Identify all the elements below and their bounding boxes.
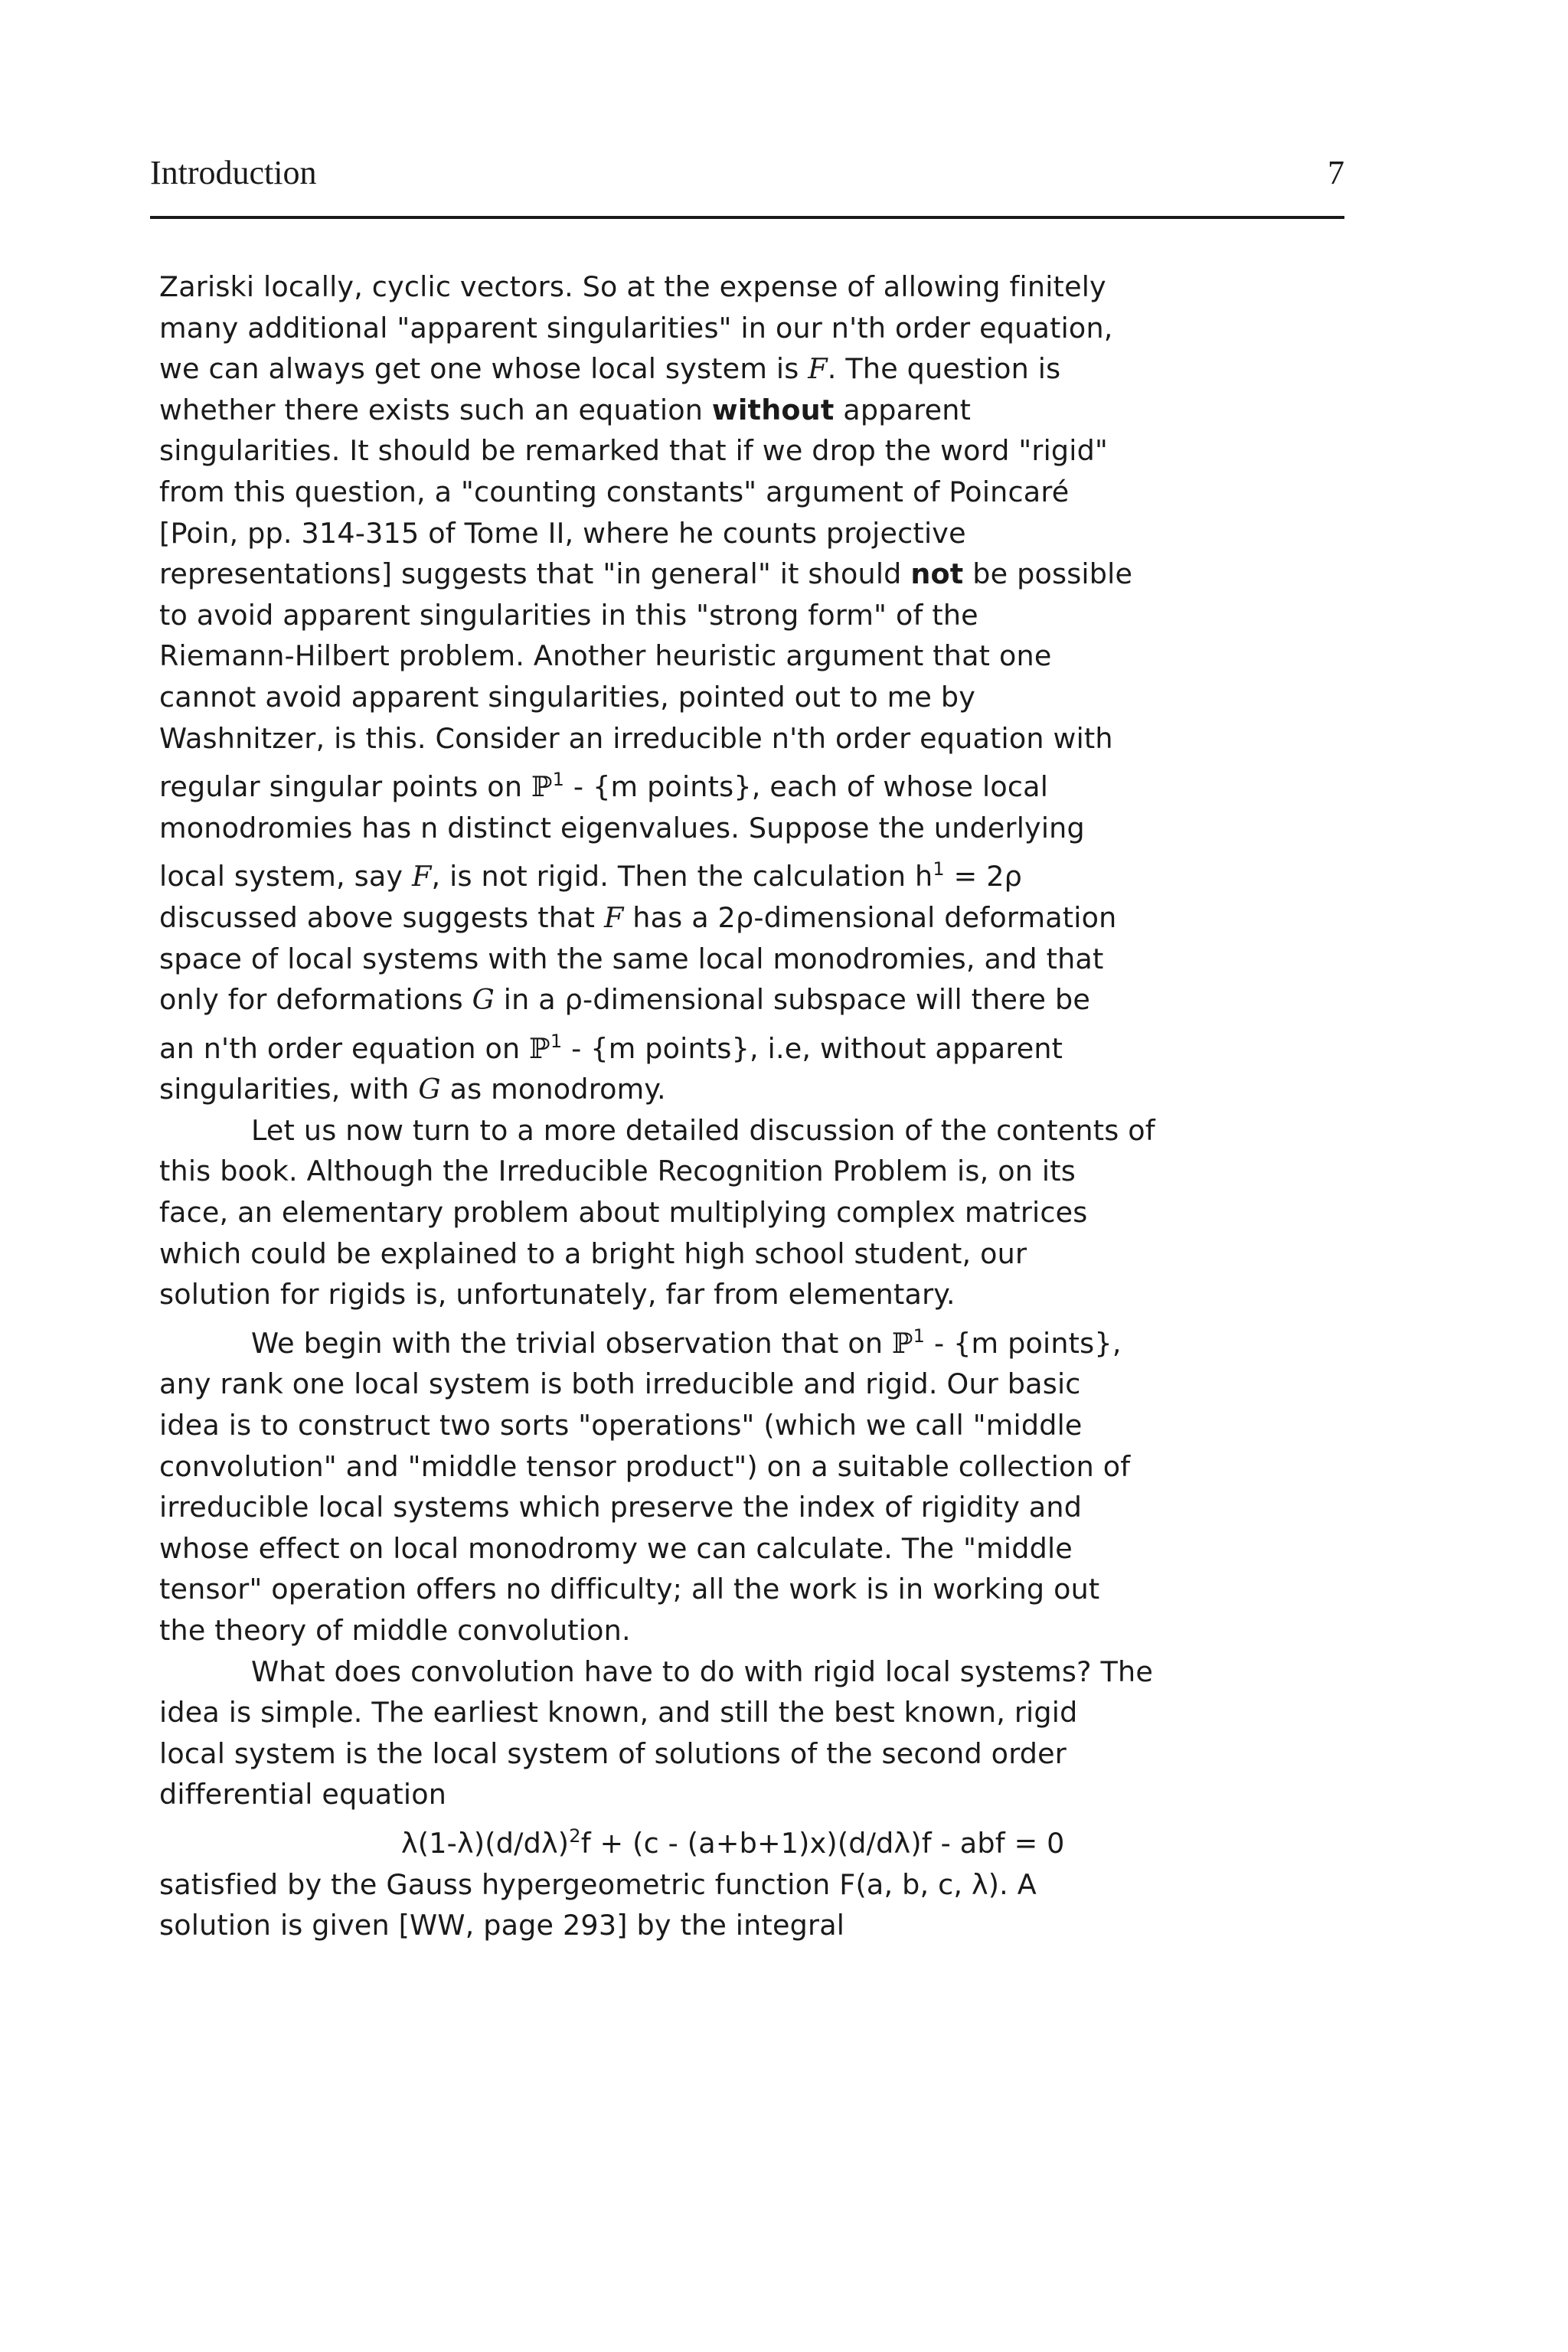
- paragraph-start: We begin with the trivial observation that on ℙ$^1$ - {m points},: [251, 1325, 1122, 1360]
- text-line: discussed above suggests that F has a 2ρ-dimensional deformation: [159, 900, 1117, 934]
- script-f-symbol: F: [412, 860, 432, 893]
- script-g-symbol: G: [418, 1073, 441, 1106]
- paragraph-start: Let us now turn to a more detailed discussion of the contents of: [251, 1113, 1155, 1147]
- text-line: convolution" and "middle tensor product") on a suitable collection of: [159, 1449, 1131, 1483]
- text-line: whose effect on local monodromy we can calculate. The "middle: [159, 1531, 1073, 1565]
- text-line: idea is simple. The earliest known, and still the best known, rigid: [159, 1696, 1078, 1730]
- text-line: monodromies has n distinct eigenvalues. Suppose the underlying: [159, 811, 1085, 844]
- text-line: face, an elementary problem about multiplying complex matrices: [159, 1196, 1088, 1230]
- text-line: Washnitzer, is this. Consider an irreducible n'th order equation with: [159, 721, 1113, 755]
- text-line: regular singular points on ℙ$^1$ - {m points}, each of whose local: [159, 769, 1049, 804]
- text-line: which could be explained to a bright high school student, our: [159, 1236, 1027, 1270]
- text-line: [Poin, pp. 314-315 of Tome II, where he counts projective: [159, 516, 966, 550]
- chapter-title: Introduction: [150, 154, 317, 191]
- text-line: singularities, with G as monodromy.: [159, 1073, 666, 1106]
- text-line: solution for rigids is, unfortunately, far from elementary.: [159, 1278, 956, 1312]
- projective-line-symbol: ℙ: [892, 1326, 913, 1360]
- script-g-symbol: G: [472, 983, 495, 1017]
- text-line: we can always get one whose local system is F. The question is: [159, 352, 1061, 386]
- text-line: differential equation: [159, 1778, 447, 1811]
- projective-line-symbol: ℙ: [529, 1031, 550, 1065]
- emphasis-not: not: [910, 557, 964, 591]
- text-line: this book. Although the Irreducible Recognition Problem is, on its: [159, 1155, 1076, 1188]
- text-line: only for deformations G in a ρ-dimensional subspace will there be: [159, 983, 1091, 1017]
- page-number: 7: [1328, 154, 1344, 191]
- text-line: satisfied by the Gauss hypergeometric function F(a, b, c, λ). A: [159, 1867, 1037, 1901]
- text-line: singularities. It should be remarked that if we drop the word "rigid": [159, 434, 1108, 468]
- text-line: any rank one local system is both irreducible and rigid. Our basic: [159, 1367, 1081, 1401]
- text-line: to avoid apparent singularities in this "strong form" of the: [159, 598, 978, 632]
- text-line: solution is given [WW, page 293] by the integral: [159, 1909, 845, 1942]
- running-head: [150, 153, 1344, 199]
- header-rule: [150, 216, 1344, 219]
- text-line: cannot avoid apparent singularities, pointed out to me by: [159, 680, 976, 714]
- text-line: Zariski locally, cyclic vectors. So at the expense of allowing finitely: [159, 270, 1106, 303]
- text-line: representations] suggests that "in general" it should not be possible: [159, 557, 1133, 591]
- hypergeometric-equation: $\lambda(1-\lambda)(d/d\lambda)^2f + (c - (a+b+1)x)(d/d\lambda)f$ - abf = 0: [401, 1824, 1065, 1860]
- script-f-symbol: F: [603, 900, 624, 934]
- paragraph-start: What does convolution have to do with rigid local systems? The: [251, 1655, 1153, 1688]
- emphasis-without: without: [711, 393, 835, 426]
- text-line: an n'th order equation on ℙ$^1$ - {m points}, i.e, without apparent: [159, 1030, 1063, 1065]
- text-line: from this question, a "counting constants" argument of Poincaré: [159, 475, 1070, 508]
- text-line: local system, say F, is not rigid. Then the calculation $h^1 = 2\rho$: [159, 858, 1023, 893]
- text-line: local system is the local system of solutions of the second order: [159, 1736, 1067, 1770]
- body-text: [159, 266, 1369, 1946]
- script-f-symbol: F: [808, 352, 828, 386]
- text-line: idea is to construct two sorts "operations" (which we call "middle: [159, 1409, 1083, 1442]
- text-line: irreducible local systems which preserve the index of rigidity and: [159, 1491, 1083, 1524]
- text-line: whether there exists such an equation without apparent: [159, 393, 972, 426]
- projective-line-symbol: ℙ: [531, 770, 553, 804]
- text-line: many additional "apparent singularities" in our n'th order equation,: [159, 311, 1113, 345]
- text-line: the theory of middle convolution.: [159, 1614, 631, 1647]
- text-line: tensor" operation offers no difficulty; all the work is in working out: [159, 1573, 1100, 1606]
- text-line: space of local systems with the same local monodromies, and that: [159, 942, 1104, 975]
- text-line: Riemann-Hilbert problem. Another heuristic argument that one: [159, 639, 1052, 673]
